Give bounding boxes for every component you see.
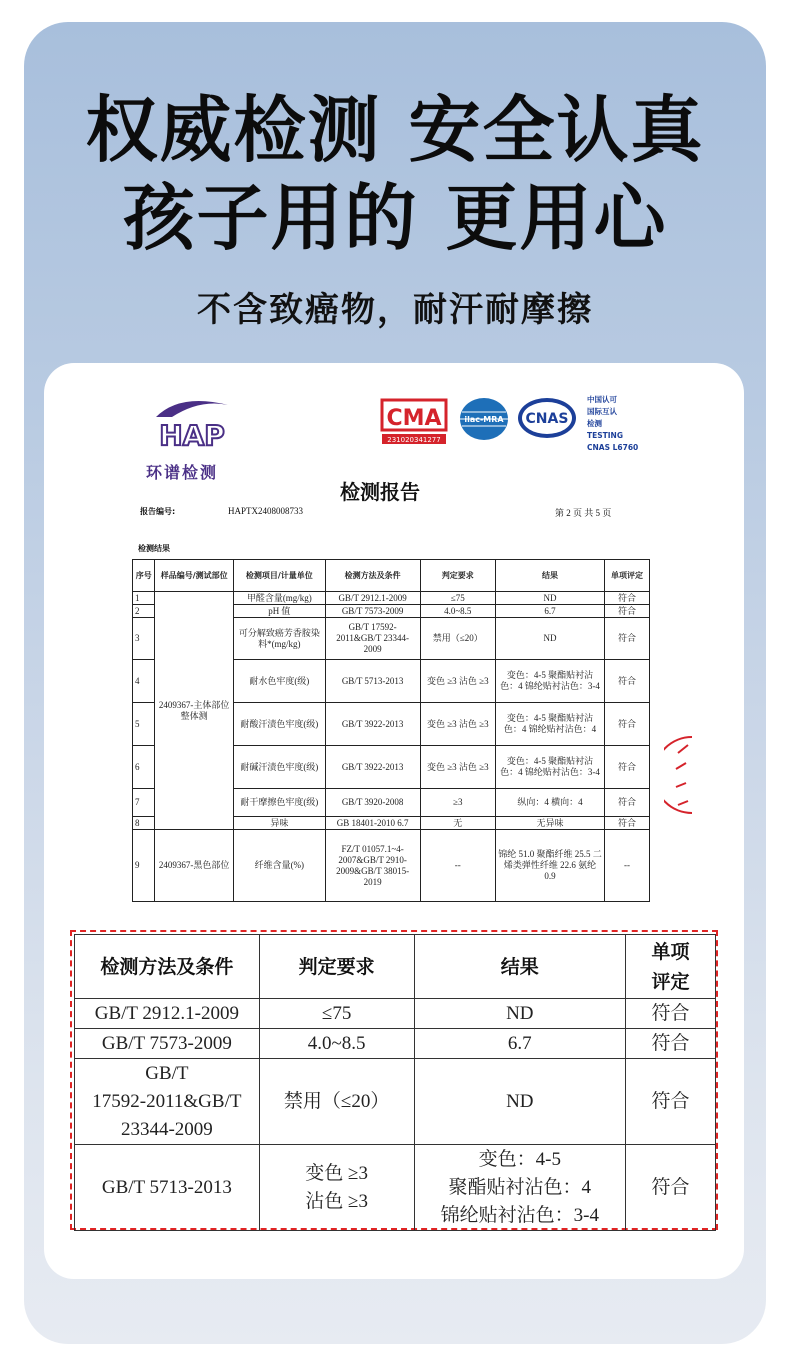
test-item: 可分解致癌芳香胺染料*(mg/kg) <box>233 618 325 660</box>
page-indicator: 第 2 页 共 5 页 <box>555 508 612 518</box>
row-number: 5 <box>133 703 155 746</box>
result: 变色：4-5 聚酯贴衬沾色：4 锦纶贴衬沾色：3-4 <box>495 746 604 789</box>
test-method: GB/T 5713-2013 <box>75 1145 260 1231</box>
report-title: 检测报告 <box>340 480 420 504</box>
row-number: 6 <box>133 746 155 789</box>
zoomed-table <box>74 934 716 1231</box>
subtitle: 不含致癌物，耐汗耐摩擦 <box>197 290 593 330</box>
test-item: 耐酸汗渍色牢度(级) <box>233 703 325 746</box>
requirement-line: 沾色 ≥3 <box>305 1190 368 1212</box>
test-method: GB/T 2912.1-2009 <box>75 999 260 1029</box>
requirement: 禁用（≤20） <box>259 1059 414 1145</box>
result: ND <box>414 999 626 1029</box>
evaluation: 符合 <box>626 1029 716 1059</box>
cnas-logo-text: CNAS <box>525 411 569 427</box>
hap-logo-text: HAP <box>159 419 225 451</box>
test-method: GB/T 3922-2013 <box>325 703 420 746</box>
result: ND <box>495 592 604 605</box>
table-row <box>75 1029 716 1059</box>
row-number: 8 <box>133 817 155 830</box>
lab-name: 环谱检测 <box>146 463 219 482</box>
seal-stamp-icon <box>664 735 694 815</box>
row-number: 9 <box>133 830 155 902</box>
test-method: FZ/T 01057.1~4-2007&GB/T 2910-2009&GB/T 38015-2019 <box>325 830 420 902</box>
report-number: HAPTX2408008733 <box>228 506 304 516</box>
table-row <box>75 1145 716 1231</box>
header-cell: 判定要求 <box>259 935 414 999</box>
header-cell: 结果 <box>414 935 626 999</box>
evaluation: 符合 <box>605 618 650 660</box>
evaluation: 符合 <box>605 789 650 817</box>
test-method <box>75 1059 260 1145</box>
zoomed-table-header <box>75 935 716 999</box>
result: ND <box>495 618 604 660</box>
test-method: GB/T 3922-2013 <box>325 746 420 789</box>
test-item: pH 值 <box>233 605 325 618</box>
result: ND <box>414 1059 626 1145</box>
evaluation: 符合 <box>605 817 650 830</box>
requirement: 禁用（≤20） <box>420 618 495 660</box>
evaluation: 符合 <box>605 703 650 746</box>
test-method: GB/T 7573-2009 <box>325 605 420 618</box>
header-cell: 检测方法及条件 <box>325 560 420 592</box>
evaluation: 符合 <box>626 1059 716 1145</box>
requirement: 变色 ≥3 沾色 ≥3 <box>420 746 495 789</box>
headline-line-2: 孩子用的 更用心 <box>122 176 668 260</box>
header-cell: 单项评定 <box>626 935 716 999</box>
requirement: 无 <box>420 817 495 830</box>
test-method: GB/T 7573-2009 <box>75 1029 260 1059</box>
evaluation: 符合 <box>605 605 650 618</box>
evaluation: 符合 <box>605 592 650 605</box>
table-row <box>133 830 650 902</box>
report-number-label: 报告编号: <box>140 507 176 516</box>
result: 6.7 <box>495 605 604 618</box>
evaluation: 符合 <box>626 999 716 1029</box>
result-line: 聚酯贴衬沾色：4 <box>448 1176 592 1198</box>
requirement <box>259 1145 414 1231</box>
table-row <box>75 999 716 1029</box>
test-method: GB/T 3920-2008 <box>325 789 420 817</box>
ilac-mra-logo-icon <box>458 396 510 442</box>
test-item: 耐水色牢度(级) <box>233 660 325 703</box>
method-line: 23344-2009 <box>120 1118 213 1140</box>
test-item: 纤维含量(%) <box>233 830 325 902</box>
evaluation: -- <box>605 830 650 902</box>
test-method: GB 18401-2010 6.7 <box>325 817 420 830</box>
report-table <box>132 559 650 902</box>
row-number: 4 <box>133 660 155 703</box>
sample-id: 2409367-黑色部位 <box>155 830 234 902</box>
row-number: 7 <box>133 789 155 817</box>
evaluation: 符合 <box>605 660 650 703</box>
row-number: 1 <box>133 592 155 605</box>
header-cell: 序号 <box>133 560 155 592</box>
cnas-caption: 中国认可 国际互认 检测 TESTING CNAS L6760 <box>587 395 639 452</box>
cnas-logo-icon <box>516 396 578 440</box>
cma-logo-text: CMA <box>386 406 442 431</box>
test-item: 甲醛含量(mg/kg) <box>233 592 325 605</box>
row-number: 3 <box>133 618 155 660</box>
table-row <box>75 1059 716 1145</box>
section-title: 检测结果 <box>138 544 170 553</box>
header-cell: 检测项目/计量单位 <box>233 560 325 592</box>
result <box>414 1145 626 1231</box>
result-line: 锦纶贴衬沾色：3-4 <box>440 1204 599 1226</box>
test-item: 耐碱汗渍色牢度(级) <box>233 746 325 789</box>
result-line: 变色：4-5 <box>478 1148 561 1170</box>
test-method: GB/T 17592-2011&GB/T 23344-2009 <box>325 618 420 660</box>
result: 无异味 <box>495 817 604 830</box>
header-cell: 样品编号/测试部位 <box>155 560 234 592</box>
requirement-line: 变色 ≥3 <box>305 1162 368 1184</box>
result: 纵向：4 横向：4 <box>495 789 604 817</box>
sample-id: 2409367-主体部位整体测 <box>155 592 234 830</box>
test-method: GB/T 2912.1-2009 <box>325 592 420 605</box>
requirement: ≤75 <box>420 592 495 605</box>
requirement: 4.0~8.5 <box>420 605 495 618</box>
requirement: ≤75 <box>259 999 414 1029</box>
requirement: 变色 ≥3 沾色 ≥3 <box>420 660 495 703</box>
requirement: -- <box>420 830 495 902</box>
table-row <box>133 592 650 605</box>
header-cell: 检测方法及条件 <box>75 935 260 999</box>
cma-number: 231020341277 <box>387 436 441 444</box>
test-item: 耐干摩擦色牢度(级) <box>233 789 325 817</box>
report-table-header <box>133 560 650 592</box>
header-cell: 单项评定 <box>605 560 650 592</box>
header-cell: 判定要求 <box>420 560 495 592</box>
requirement: 变色 ≥3 沾色 ≥3 <box>420 703 495 746</box>
method-line: GB/T <box>145 1062 189 1084</box>
result: 变色：4-5 聚酯贴衬沾色：4 锦纶贴衬沾色：4 <box>495 703 604 746</box>
evaluation: 符合 <box>605 746 650 789</box>
test-method: GB/T 5713-2013 <box>325 660 420 703</box>
header-cell: 结果 <box>495 560 604 592</box>
headline-line-1: 权威检测 安全认真 <box>85 88 705 172</box>
method-line: 17592-2011&GB/T <box>92 1090 242 1112</box>
cma-logo-icon <box>378 396 450 446</box>
row-number: 2 <box>133 605 155 618</box>
test-item: 异味 <box>233 817 325 830</box>
requirement: ≥3 <box>420 789 495 817</box>
result: 锦纶 51.0 聚酯纤维 25.5 二烯类弹性纤维 22.6 氨纶 0.9 <box>495 830 604 902</box>
evaluation: 符合 <box>626 1145 716 1231</box>
result: 变色：4-5 聚酯贴衬沾色：4 锦纶贴衬沾色：3-4 <box>495 660 604 703</box>
ilac-logo-text: ilac-MRA <box>464 415 504 424</box>
result: 6.7 <box>414 1029 626 1059</box>
hap-logo-icon <box>150 395 234 451</box>
requirement: 4.0~8.5 <box>259 1029 414 1059</box>
